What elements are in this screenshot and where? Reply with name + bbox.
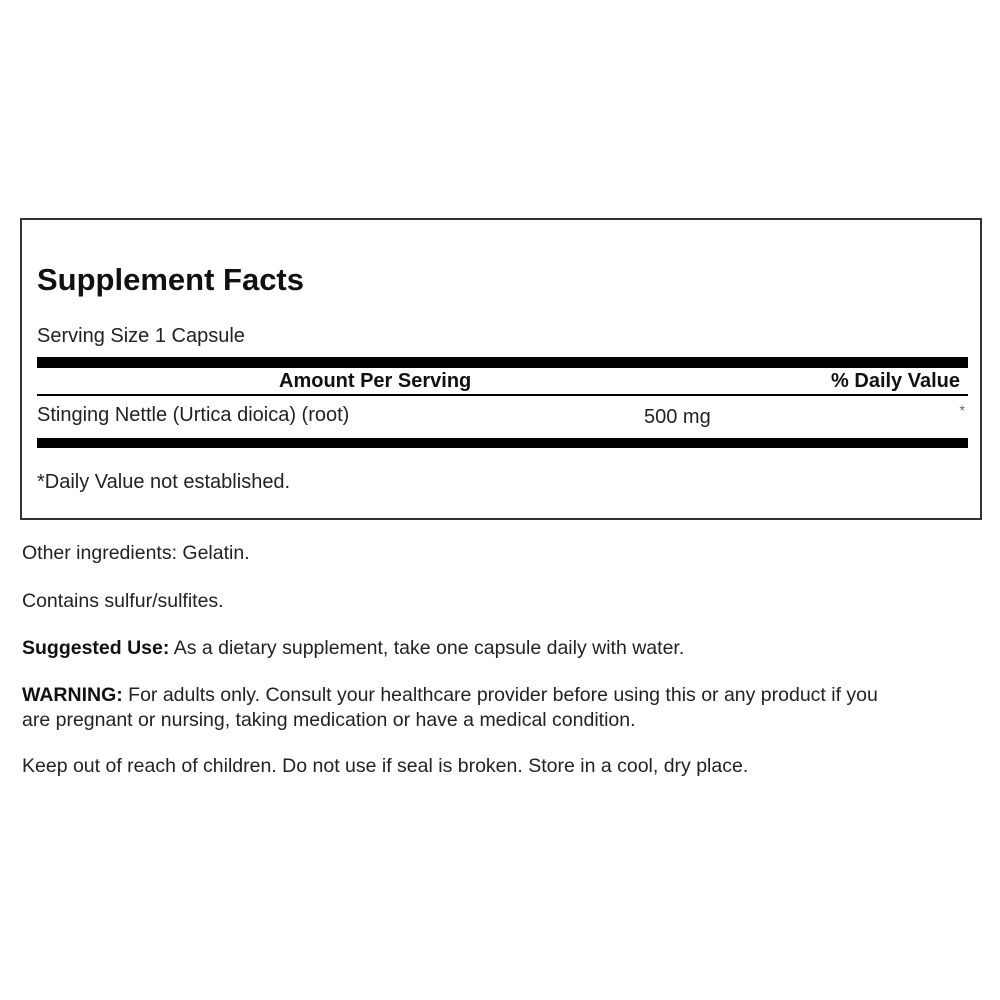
ingredient-dv: * [959,402,965,418]
other-ingredients: Other ingredients: Gelatin. [22,542,250,564]
thin-divider [37,394,968,396]
warning-text-line1: For adults only. Consult your healthcare provider before using this or any product if you [122,684,878,706]
suggested-use-text: As a dietary supplement, take one capsule daily with water. [169,637,685,659]
footnote: *Daily Value not established. [37,471,291,493]
thick-divider [37,438,968,448]
amount-per-serving-header: Amount Per Serving [279,370,472,392]
warning-text-line2: are pregnant or nursing, taking medication or have a medical condition. [22,709,636,731]
suggested-use [22,636,684,661]
ingredient-name: Stinging Nettle (Urtica dioica) (root) [37,404,350,426]
storage-note: Keep out of reach of children. Do not use if seal is broken. Store in a cool, dry place. [22,755,749,777]
suggested-use-label: Suggested Use: [22,637,170,659]
warning-label: WARNING: [22,684,123,706]
serving-size: Serving Size 1 Capsule [37,325,245,347]
supplement-facts-panel [20,218,982,520]
ingredient-amount: 500 mg [644,406,711,428]
contains-note: Contains sulfur/sulfites. [22,590,224,612]
thick-divider [37,357,968,368]
daily-value-header: % Daily Value [831,370,960,392]
warning [22,683,878,733]
panel-title: Supplement Facts [37,262,304,297]
